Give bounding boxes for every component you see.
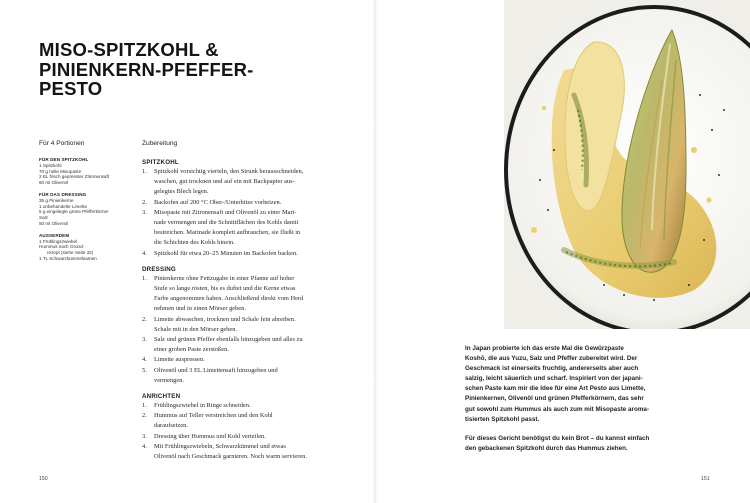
step-item — [142, 401, 342, 411]
intro-line: salzig, leicht säuerlich und scharf. Inspiriert von der japani- — [465, 375, 643, 383]
step-number: 1. — [142, 168, 147, 175]
step-item — [142, 335, 342, 355]
step-number: 4. — [142, 356, 147, 364]
step-number: 2. — [142, 315, 147, 323]
step-line: die Schichten des Kohls hinein. — [154, 239, 235, 247]
recipe-title — [39, 40, 339, 99]
step-number: 4. — [142, 442, 147, 450]
step-line: nade vermengen und die Schnittflächen des Kohls damit — [154, 219, 299, 227]
step-line: nehmen und in einen Mörser geben. — [154, 305, 246, 313]
step-line: Backofen auf 200 °C Ober-/Unterhitze vorheizen. — [154, 198, 282, 206]
ingredient-group — [39, 157, 131, 186]
title-line: MISO-SPITZKOHL & — [39, 39, 219, 60]
step-text — [154, 366, 342, 386]
title-line: PESTO — [39, 78, 103, 99]
step-text — [154, 208, 342, 249]
step-line: Spitzkohl vorsichtig vierteln, den Strunk herausschneiden, — [154, 168, 304, 175]
ingredient-line: 1 TL Schwarzkümmelsamen — [39, 255, 97, 261]
ingredient-line: 60 ml Olivenöl — [39, 180, 69, 186]
step-item — [142, 167, 342, 198]
dish-photo — [504, 0, 750, 329]
step-number: 2. — [142, 198, 147, 206]
step-text — [154, 401, 342, 411]
preparation-steps — [142, 158, 342, 462]
step-text — [154, 249, 342, 259]
step-line: Salz und grünen Pfeffer ebenfalls hinzugeben und alles zu — [154, 336, 303, 344]
ingredient-line: 50 ml Olivenöl — [39, 220, 69, 226]
step-line: Limette auspressen. — [154, 356, 205, 364]
ingredient-line: 1 unbehandelte Limette — [39, 203, 88, 209]
step-text — [154, 355, 342, 365]
step-line: bestreichen. Marinade komplett aufbrauchen, sie fließt in — [154, 229, 301, 237]
intro-line: gut sowohl zum Hummus als auch zum mit Misopaste aroma- — [465, 405, 650, 413]
step-line: Spitzkohl für etwa 20–25 Minuten im Backofen backen. — [154, 249, 298, 257]
step-item — [142, 432, 342, 442]
intro-line: den gebackenen Spitzkohl durch das Hummus ziehen. — [465, 444, 628, 452]
step-line: gelegtes Blech legen. — [154, 188, 209, 196]
ingredient-group — [39, 233, 131, 262]
step-item — [142, 366, 342, 386]
ingredient-line: rezept (siehe Seite 32) — [47, 250, 94, 256]
step-text — [154, 432, 342, 442]
step-line: Farbe angenommen haben. Anschließend direkt vom Herd — [154, 295, 304, 303]
step-number: 3. — [142, 432, 147, 440]
intro-line: Koshō, die aus Yuzu, Salz und Pfeffer zubereitet wird. Der — [465, 355, 638, 363]
ingredient-group-heading: AUSSERDEM — [39, 232, 70, 238]
step-line: Mit Frühlingszwiebeln, Schwarzkümmel und etwas — [154, 442, 286, 450]
ingredient-line: Hummus nach Grund- — [39, 244, 85, 250]
step-line: Schale mit in den Mörser geben. — [154, 325, 238, 333]
intro-line: schen Paste kam mir die Idee für eine Art Pesto aus Limette, — [465, 385, 646, 393]
step-item — [142, 249, 342, 259]
step-number: 1. — [142, 402, 147, 410]
ingredient-line: Salz — [39, 215, 48, 221]
title-line: PINIENKERN-PFEFFER- — [39, 58, 254, 80]
intro-text — [465, 344, 677, 454]
step-item — [142, 355, 342, 365]
section-heading: DRESSING — [142, 265, 176, 273]
step-item — [142, 274, 342, 315]
step-text — [154, 274, 342, 315]
step-line: Limette abwaschen, trocknen und Schale fein abreiben. — [154, 315, 296, 323]
ingredient-group-heading: FÜR DEN SPITZKOHL — [39, 157, 89, 162]
ingredient-line: 1 Frühlingszwiebel — [39, 238, 78, 244]
step-item — [142, 208, 342, 249]
preparation-heading: Zubereitung — [142, 140, 178, 147]
step-line: Hummus auf Teller verstreichen und den Kohl — [154, 412, 273, 420]
step-text — [154, 411, 342, 431]
step-line: Pinienkerne ohne Fettzugabe in einer Pfanne auf hoher — [154, 274, 295, 282]
step-text — [154, 167, 342, 198]
ingredient-line: 70 g helle Misopaste — [39, 168, 82, 174]
step-line: vermengen. — [154, 376, 184, 384]
step-number: 3. — [142, 208, 147, 216]
step-text — [154, 335, 342, 355]
step-number: 4. — [142, 249, 147, 257]
step-number: 5. — [142, 366, 147, 374]
step-text — [154, 442, 342, 462]
intro-line: Pinienkernen, Olivenöl und grünen Pfefferkörnern, das sehr — [465, 395, 644, 403]
step-number: 3. — [142, 336, 147, 344]
intro-line: Für dieses Gericht benötigst du kein Brot – du kannst einfach — [465, 434, 650, 442]
page-number-right: 151 — [701, 476, 710, 482]
step-number: 1. — [142, 274, 147, 282]
ingredient-line: 2 EL frisch gepresster Zitronensaft — [39, 174, 110, 180]
step-line: Stufe so lange rösten, bis es duftet und die Kerne etwas — [154, 285, 296, 293]
step-item — [142, 442, 342, 462]
intro-line: Geschmack ist einerseits fruchtig, andererseits aber auch — [465, 365, 639, 373]
intro-line: tisierten Spitzkohl passt. — [465, 415, 540, 423]
ingredient-line: 35 g Pinienkerne — [39, 197, 74, 203]
section-heading: SPITZKOHL — [142, 159, 179, 166]
ingredient-group-heading: FÜR DAS DRESSING — [39, 191, 87, 197]
step-line: Dressing über Hummus und Kohl verteilen. — [154, 432, 266, 440]
ingredient-line: 5 g eingelegte grüne Pfefferkörner — [39, 209, 109, 215]
step-line: Olivenöl und 3 EL Limettensaft hinzugeben und — [154, 366, 278, 374]
step-line: Frühlingszwiebel in Ringe schneiden. — [154, 402, 251, 410]
right-page — [375, 0, 750, 503]
step-text — [154, 198, 342, 208]
page-number-left: 150 — [39, 476, 48, 482]
step-line: daraufsetzen. — [154, 422, 188, 430]
section-heading: ANRICHTEN — [142, 393, 181, 401]
intro-line: In Japan probierte ich das erste Mal die Gewürzpaste — [465, 345, 624, 352]
ingredient-line: 1 Spitzkohl — [39, 162, 62, 168]
dish-illustration — [504, 0, 750, 329]
step-text — [154, 315, 342, 335]
step-item — [142, 198, 342, 208]
ingredient-group — [39, 192, 131, 227]
ingredients-list — [39, 157, 131, 268]
portions-label: Für 4 Portionen — [39, 140, 85, 147]
step-line: Olivenöl nach Geschmack garnieren. Noch warm servieren. — [154, 453, 307, 461]
step-item — [142, 315, 342, 335]
paragraph-gap — [465, 425, 677, 434]
step-item — [142, 411, 342, 431]
step-line: waschen, gut trocknen und auf ein mit Backpapier aus- — [154, 178, 295, 186]
step-line: Misopaste mit Zitronensaft und Olivenöl zu einer Mari- — [154, 208, 297, 216]
step-number: 2. — [142, 412, 147, 420]
step-line: einer groben Paste zerstoßen. — [154, 346, 229, 354]
